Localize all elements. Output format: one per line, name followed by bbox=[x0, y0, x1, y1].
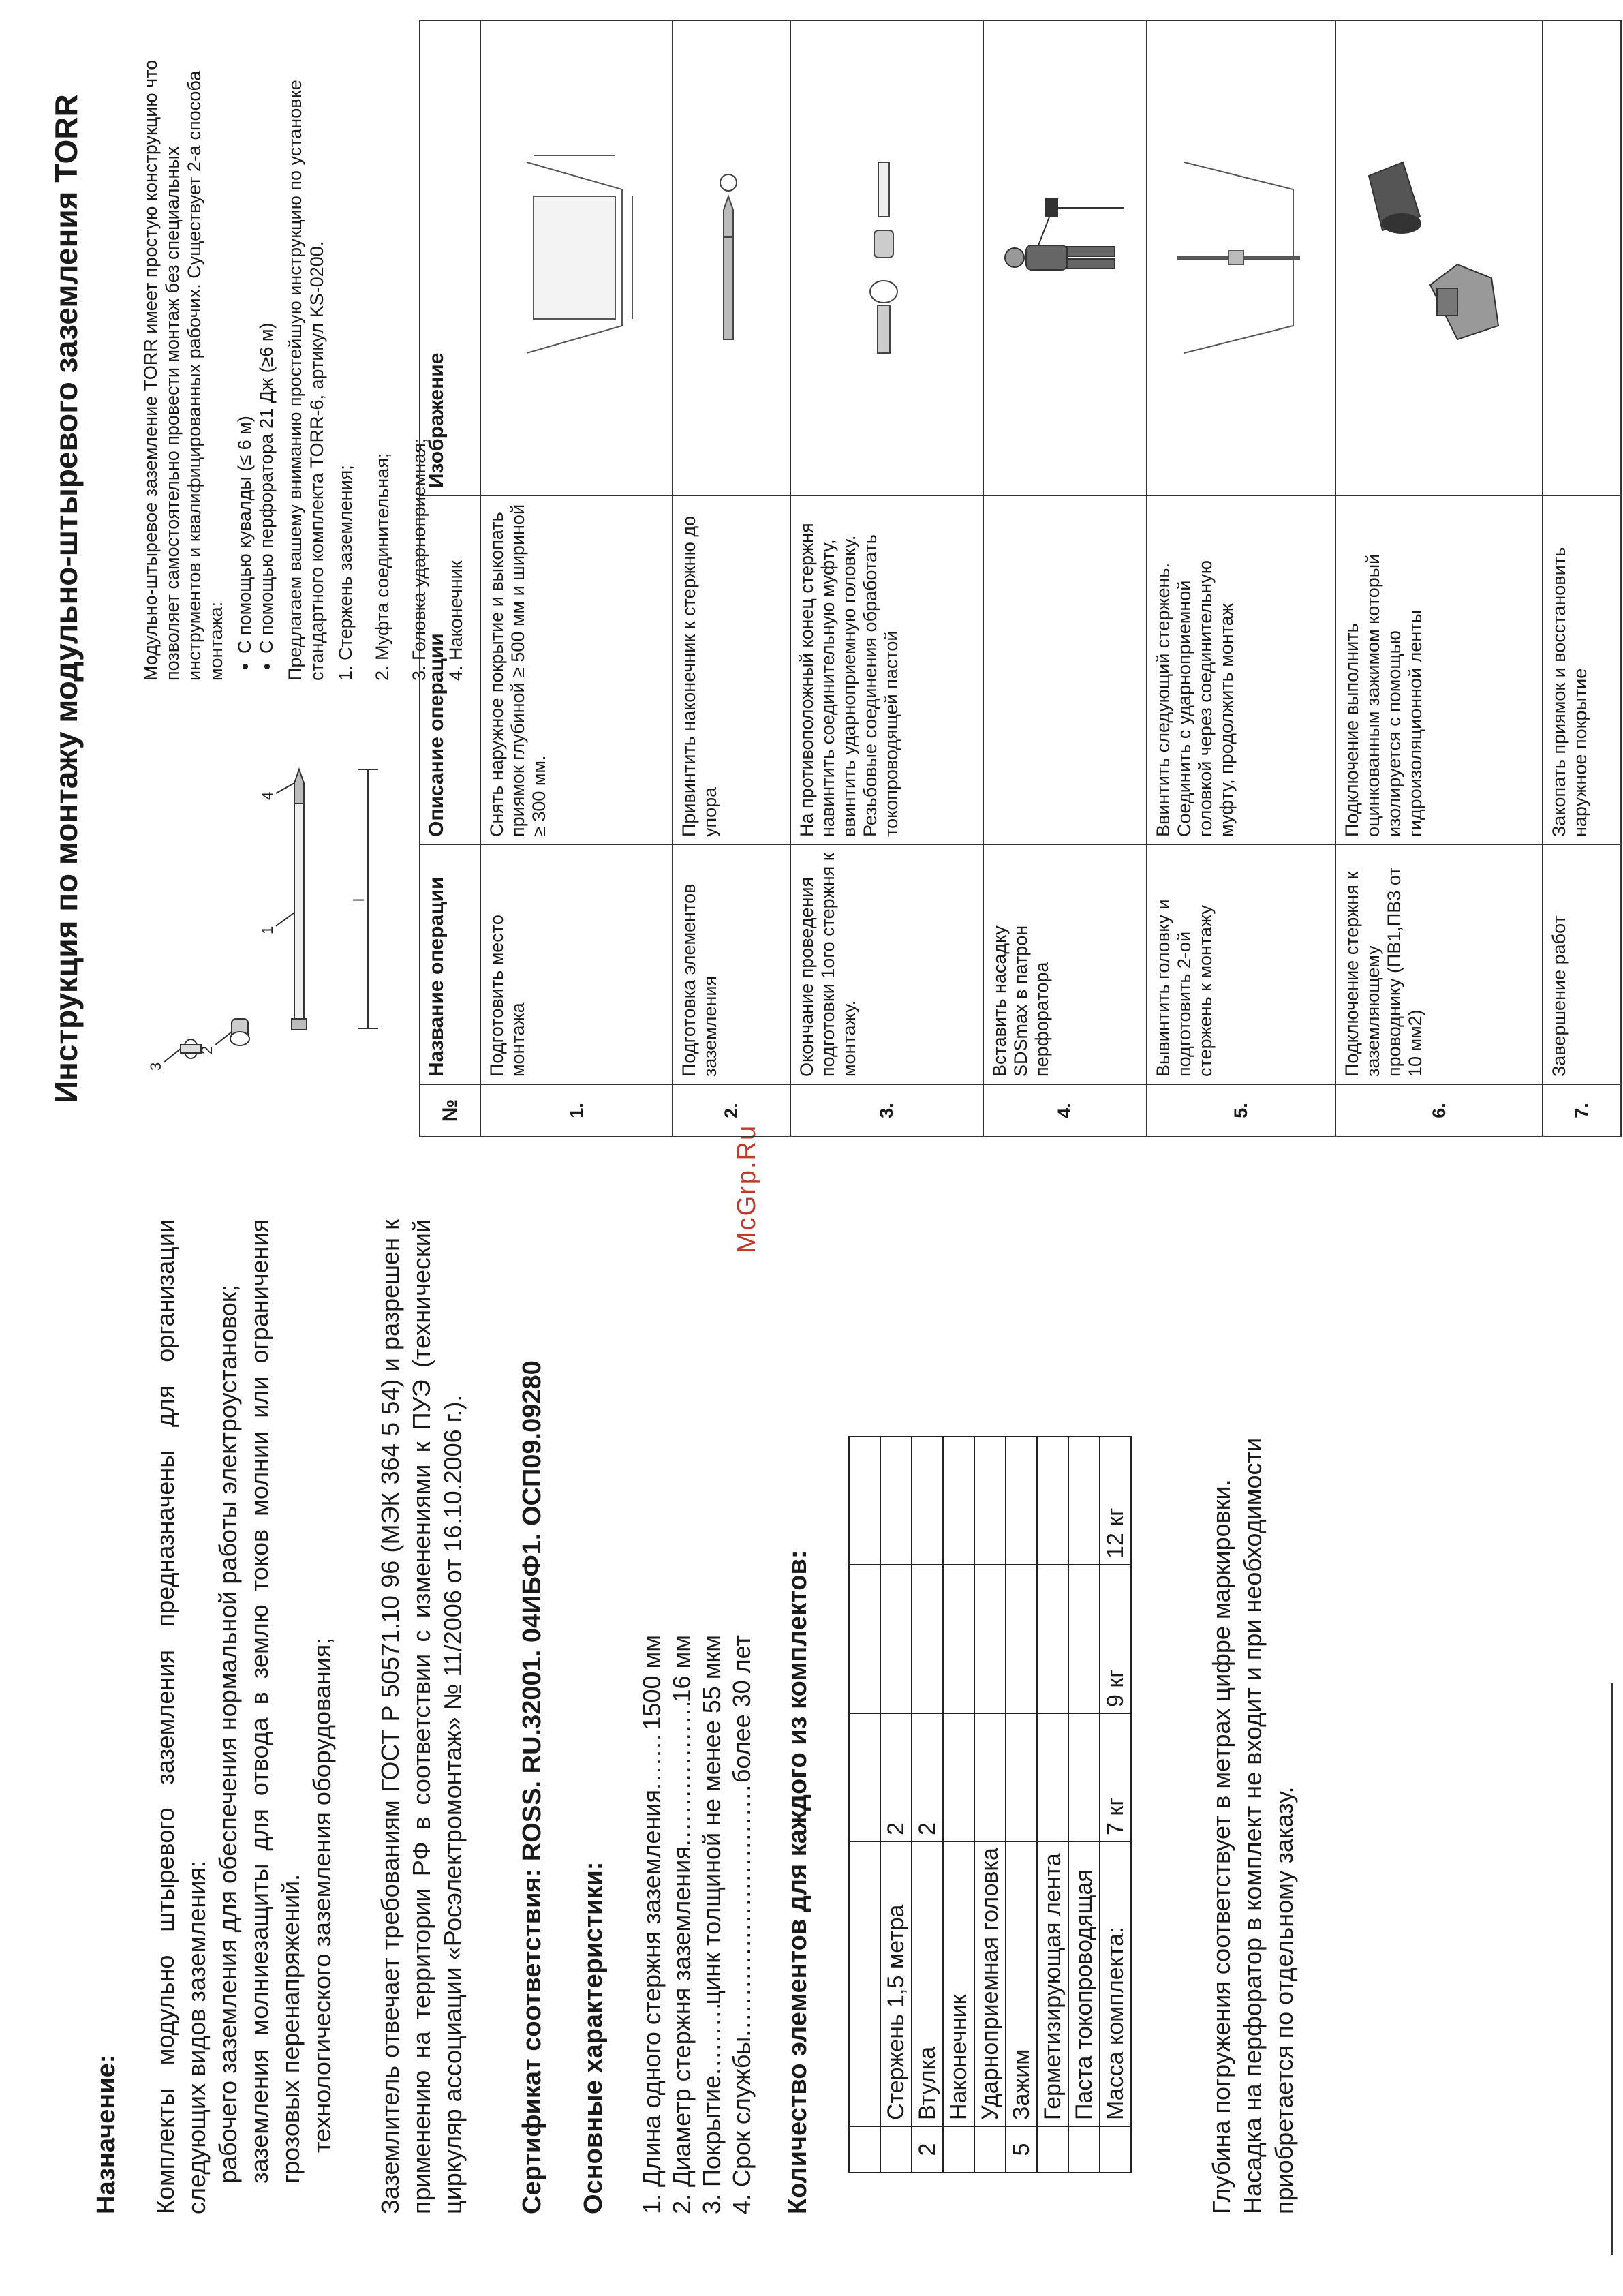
char-value: 16 мм bbox=[668, 1635, 696, 1703]
kit-name: Зажим bbox=[1006, 1841, 1037, 2126]
intro-p1: Модульно-штыревое заземление TORR имеет простую конструкцию что позволяет самостоятельно провести монтаж без специальных инструментов и квалифицированных рабочих. Существует 2-а способа монтажа: bbox=[140, 59, 226, 681]
table-row bbox=[912, 1437, 943, 2173]
kit-name: Паста токопроводящая bbox=[1068, 1841, 1100, 2126]
op-desc: Ввинтить следующий стержень. Соединить с ударноприемной головкой через соединительную муфту, продолжить монтаж bbox=[1147, 495, 1335, 844]
kit-k2 bbox=[1037, 1565, 1068, 1713]
op-name: Вставить насадку SDSmax в патрон перфоратора bbox=[983, 844, 1147, 1084]
assembly-diagram bbox=[143, 715, 402, 1103]
part-item: 1. Стержень заземления; bbox=[335, 465, 356, 681]
kit-name: Втулка bbox=[912, 1841, 943, 2126]
table-row bbox=[983, 20, 1147, 1137]
bottom-rule bbox=[1611, 1683, 1613, 2255]
diagram-label-length: l bbox=[350, 898, 367, 902]
clamp-tape-icon bbox=[1335, 20, 1542, 495]
methods-list bbox=[234, 27, 277, 681]
diagram-label-1: 1 bbox=[259, 925, 276, 934]
kit-k3 bbox=[974, 1437, 1006, 1565]
purpose-p4: технологического заземления оборудования; bbox=[308, 1637, 336, 2153]
footnote-adapter: Насадка на перфоратор в комплект не входит и при необходимости приобретается по отдельному заказу. bbox=[1239, 1437, 1298, 2214]
table-row bbox=[1006, 1437, 1037, 2173]
char-label: 3. Покрытие bbox=[698, 2075, 726, 2214]
table-row bbox=[480, 20, 673, 1137]
col-image: Изображение bbox=[420, 20, 480, 495]
kit-k2 bbox=[1006, 1565, 1037, 1713]
op-desc: На противоположный конец стержня навинтить соединительную муфту, ввинтить ударноприемную головку. Резьбовые соединения обработать токопроводящей пастой bbox=[790, 495, 983, 844]
kit-k1 bbox=[849, 1713, 880, 1841]
kit-name: Наконечник bbox=[943, 1841, 974, 2126]
kit-k2 bbox=[1068, 1565, 1100, 1713]
kit-k1: 2 bbox=[912, 1713, 943, 1841]
purpose-p2: рабочего заземления для обеспечения нормальной работы электроустановок; bbox=[214, 1285, 242, 2184]
kit-k3 bbox=[912, 1437, 943, 1565]
char-row bbox=[667, 1635, 697, 2214]
table-header-row bbox=[420, 20, 480, 1137]
diagram-label-3: 3 bbox=[147, 1062, 164, 1071]
diagram-label-4: 4 bbox=[259, 791, 276, 800]
worker-drill-icon bbox=[983, 20, 1147, 495]
kit-k1 bbox=[1006, 1713, 1037, 1841]
op-num: 5. bbox=[1147, 1084, 1335, 1137]
pit-icon bbox=[480, 20, 673, 495]
op-desc: Закопать приямок и восстановить наружное покрытие bbox=[1543, 495, 1621, 844]
op-name: Подготовить место монтажа bbox=[480, 844, 673, 1084]
compliance-text: Заземлитель отвечает требованиям ГОСТ Р 50571.10 96 (МЭК 364 5 54) и разрешен к применению на территории РФ в соответствии с изменениями к ПУЭ (технический циркуляр ассоциации «Росэлектромонтаж» № 11/2006 от 16.10.2006 г.). bbox=[376, 1219, 467, 2214]
kit-qty bbox=[974, 2126, 1006, 2173]
page-title: Инструкция по монтажу модульно-штыревого заземления TORR bbox=[48, 94, 84, 1103]
kit-qty bbox=[880, 2126, 912, 2173]
table-row bbox=[1147, 20, 1335, 1137]
op-num: 2. bbox=[673, 1084, 790, 1137]
kit-k1: 2 bbox=[880, 1713, 912, 1841]
table-row bbox=[1543, 20, 1621, 1137]
op-desc: Снять наружное покрытие и выкопать приямок глубиной ≥ 500 мм и шириной ≥ 300 мм. bbox=[480, 495, 673, 844]
char-row bbox=[727, 1635, 757, 2214]
char-value: более 30 лет bbox=[728, 1635, 756, 1784]
kit-k3 bbox=[849, 1437, 880, 1565]
op-num: 4. bbox=[983, 1084, 1147, 1137]
intro-p2: Предлагаем вашему вниманию простейшую инструкцию по установке стандартного комплекта TORR-6, артикул KS-0200. bbox=[285, 80, 327, 681]
part-item: 3. Головка ударноприемная; bbox=[409, 438, 429, 681]
kit-qty bbox=[849, 2126, 880, 2173]
table-row bbox=[849, 1437, 880, 2173]
diagram-label-2: 2 bbox=[198, 1045, 215, 1054]
purpose-heading: Назначение: bbox=[92, 2054, 121, 2214]
method-item: • С помощью перфоратора 21 Дж (≥6 м) bbox=[256, 27, 277, 654]
op-num: 6. bbox=[1335, 1084, 1542, 1137]
kit-k2 bbox=[974, 1565, 1006, 1713]
kit-name: Ударноприемная головка bbox=[974, 1841, 1006, 2126]
table-row bbox=[673, 20, 790, 1137]
col-desc: Описание операции bbox=[420, 495, 480, 844]
kit-k1: 7 кг bbox=[1100, 1713, 1131, 1841]
kit-qty: 5 bbox=[1006, 2126, 1037, 2173]
kit-qty bbox=[1068, 2126, 1100, 2173]
table-row bbox=[790, 20, 983, 1137]
char-label: 2. Диаметр стержня заземления bbox=[668, 1846, 696, 2214]
part-item: 4. Наконечник bbox=[446, 560, 466, 681]
col-name: Название операции bbox=[420, 844, 480, 1084]
char-value: цинк толщиной не менее 55 мкм bbox=[698, 1635, 726, 2005]
kit-k3 bbox=[1068, 1437, 1100, 1565]
op-name: Подключение стержня к заземляющему проводнику (ПВ1,ПВ3 от 10 мм2) bbox=[1335, 844, 1542, 1084]
op-desc: Привинтить наконечник к стержню до упора bbox=[673, 495, 790, 844]
kit-heading: Количество элементов для каждого из комплектов: bbox=[784, 1550, 812, 2214]
col-num: № bbox=[420, 1084, 480, 1137]
footnote-depth: Глубина погружения соответствует в метрах цифре маркировки. bbox=[1207, 1479, 1235, 2214]
table-row bbox=[974, 1437, 1006, 2173]
op-num: 1. bbox=[480, 1084, 673, 1137]
kit-k1 bbox=[1037, 1713, 1068, 1841]
kit-k2 bbox=[912, 1565, 943, 1713]
op-num: 3. bbox=[790, 1084, 983, 1137]
op-name: Вывинтить головку и подготовить 2-ой стержень к монтажу bbox=[1147, 844, 1335, 1084]
kit-k3 bbox=[880, 1437, 912, 1565]
kit-name: Герметизирующая лента bbox=[1037, 1841, 1068, 2126]
kit-k1 bbox=[974, 1713, 1006, 1841]
table-row bbox=[1068, 1437, 1100, 2173]
kit-k2 bbox=[943, 1565, 974, 1713]
left-half bbox=[0, 1124, 1623, 2296]
kit-k3: 12 кг bbox=[1100, 1437, 1131, 1565]
op-name: Завершение работ bbox=[1543, 844, 1621, 1084]
table-row bbox=[943, 1437, 974, 2173]
purpose-p1: Комплекты модульно штыревого заземления предназначены для организации следующих видов заземления: bbox=[151, 1219, 211, 2214]
certificate: Сертификат соответствия: ROSS. RU.32001. 04ИБФ1. ОСП09.09280 bbox=[518, 1360, 546, 2214]
kit-qty bbox=[1037, 2126, 1068, 2173]
kit-k1 bbox=[1068, 1713, 1100, 1841]
op-desc bbox=[983, 495, 1147, 844]
empty-image-cell bbox=[1543, 20, 1621, 495]
characteristics-list bbox=[637, 1635, 757, 2214]
table-row bbox=[1100, 1437, 1131, 2173]
op-num: 7. bbox=[1543, 1084, 1621, 1137]
second-rod-icon bbox=[1147, 20, 1335, 495]
char-label: 4. Срок службы bbox=[728, 2036, 756, 2214]
table-row bbox=[1037, 1437, 1068, 2173]
kit-name bbox=[849, 1841, 880, 2126]
kit-k3 bbox=[1037, 1437, 1068, 1565]
kit-k2 bbox=[880, 1565, 912, 1713]
char-row bbox=[637, 1635, 667, 2214]
kit-table bbox=[848, 1436, 1132, 2173]
op-name: Подготовка элементов заземления bbox=[673, 844, 790, 1084]
watermark: McGrp.Ru bbox=[732, 1124, 761, 1253]
operations-table bbox=[419, 20, 1622, 1137]
purpose-p3: заземления молниезащиты для отвода в землю токов молнии или ограничения грозовых перенапряжений. bbox=[245, 1219, 305, 2184]
part-item: 2. Муфта соединительная; bbox=[372, 453, 392, 681]
table-row bbox=[880, 1437, 912, 2173]
footnotes bbox=[1206, 1383, 1300, 2214]
right-half bbox=[0, 0, 1623, 1144]
purpose-text bbox=[150, 1219, 338, 2214]
kit-qty: 2 bbox=[912, 2126, 943, 2173]
kit-qty bbox=[943, 2126, 974, 2173]
kit-qty bbox=[1100, 2126, 1131, 2173]
op-desc: Подключение выполнить оцинкованным зажимом который изолируется с помощью гидроизоляционной ленты bbox=[1335, 495, 1542, 844]
rod-tip-icon bbox=[673, 20, 790, 495]
char-label: 1. Длина одного стержня заземления bbox=[638, 1789, 666, 2214]
method-item: • С помощью кувалды (≤ 6 м) bbox=[234, 27, 256, 654]
coupling-icon bbox=[790, 20, 983, 495]
kit-k1 bbox=[943, 1713, 974, 1841]
kit-name: Стержень 1,5 метра bbox=[880, 1841, 912, 2126]
char-row bbox=[697, 1635, 727, 2214]
op-name: Окончание проведения подготовки 1ого стержня к монтажу. bbox=[790, 844, 983, 1084]
kit-k3 bbox=[943, 1437, 974, 1565]
kit-k2: 9 кг bbox=[1100, 1565, 1131, 1713]
kit-k3 bbox=[1006, 1437, 1037, 1565]
table-row bbox=[1335, 20, 1542, 1137]
kit-name: Масса комплекта: bbox=[1100, 1841, 1131, 2126]
characteristics-heading: Основные характеристики: bbox=[579, 1861, 608, 2214]
char-value: 1500 мм bbox=[638, 1635, 666, 1730]
kit-k2 bbox=[849, 1565, 880, 1713]
